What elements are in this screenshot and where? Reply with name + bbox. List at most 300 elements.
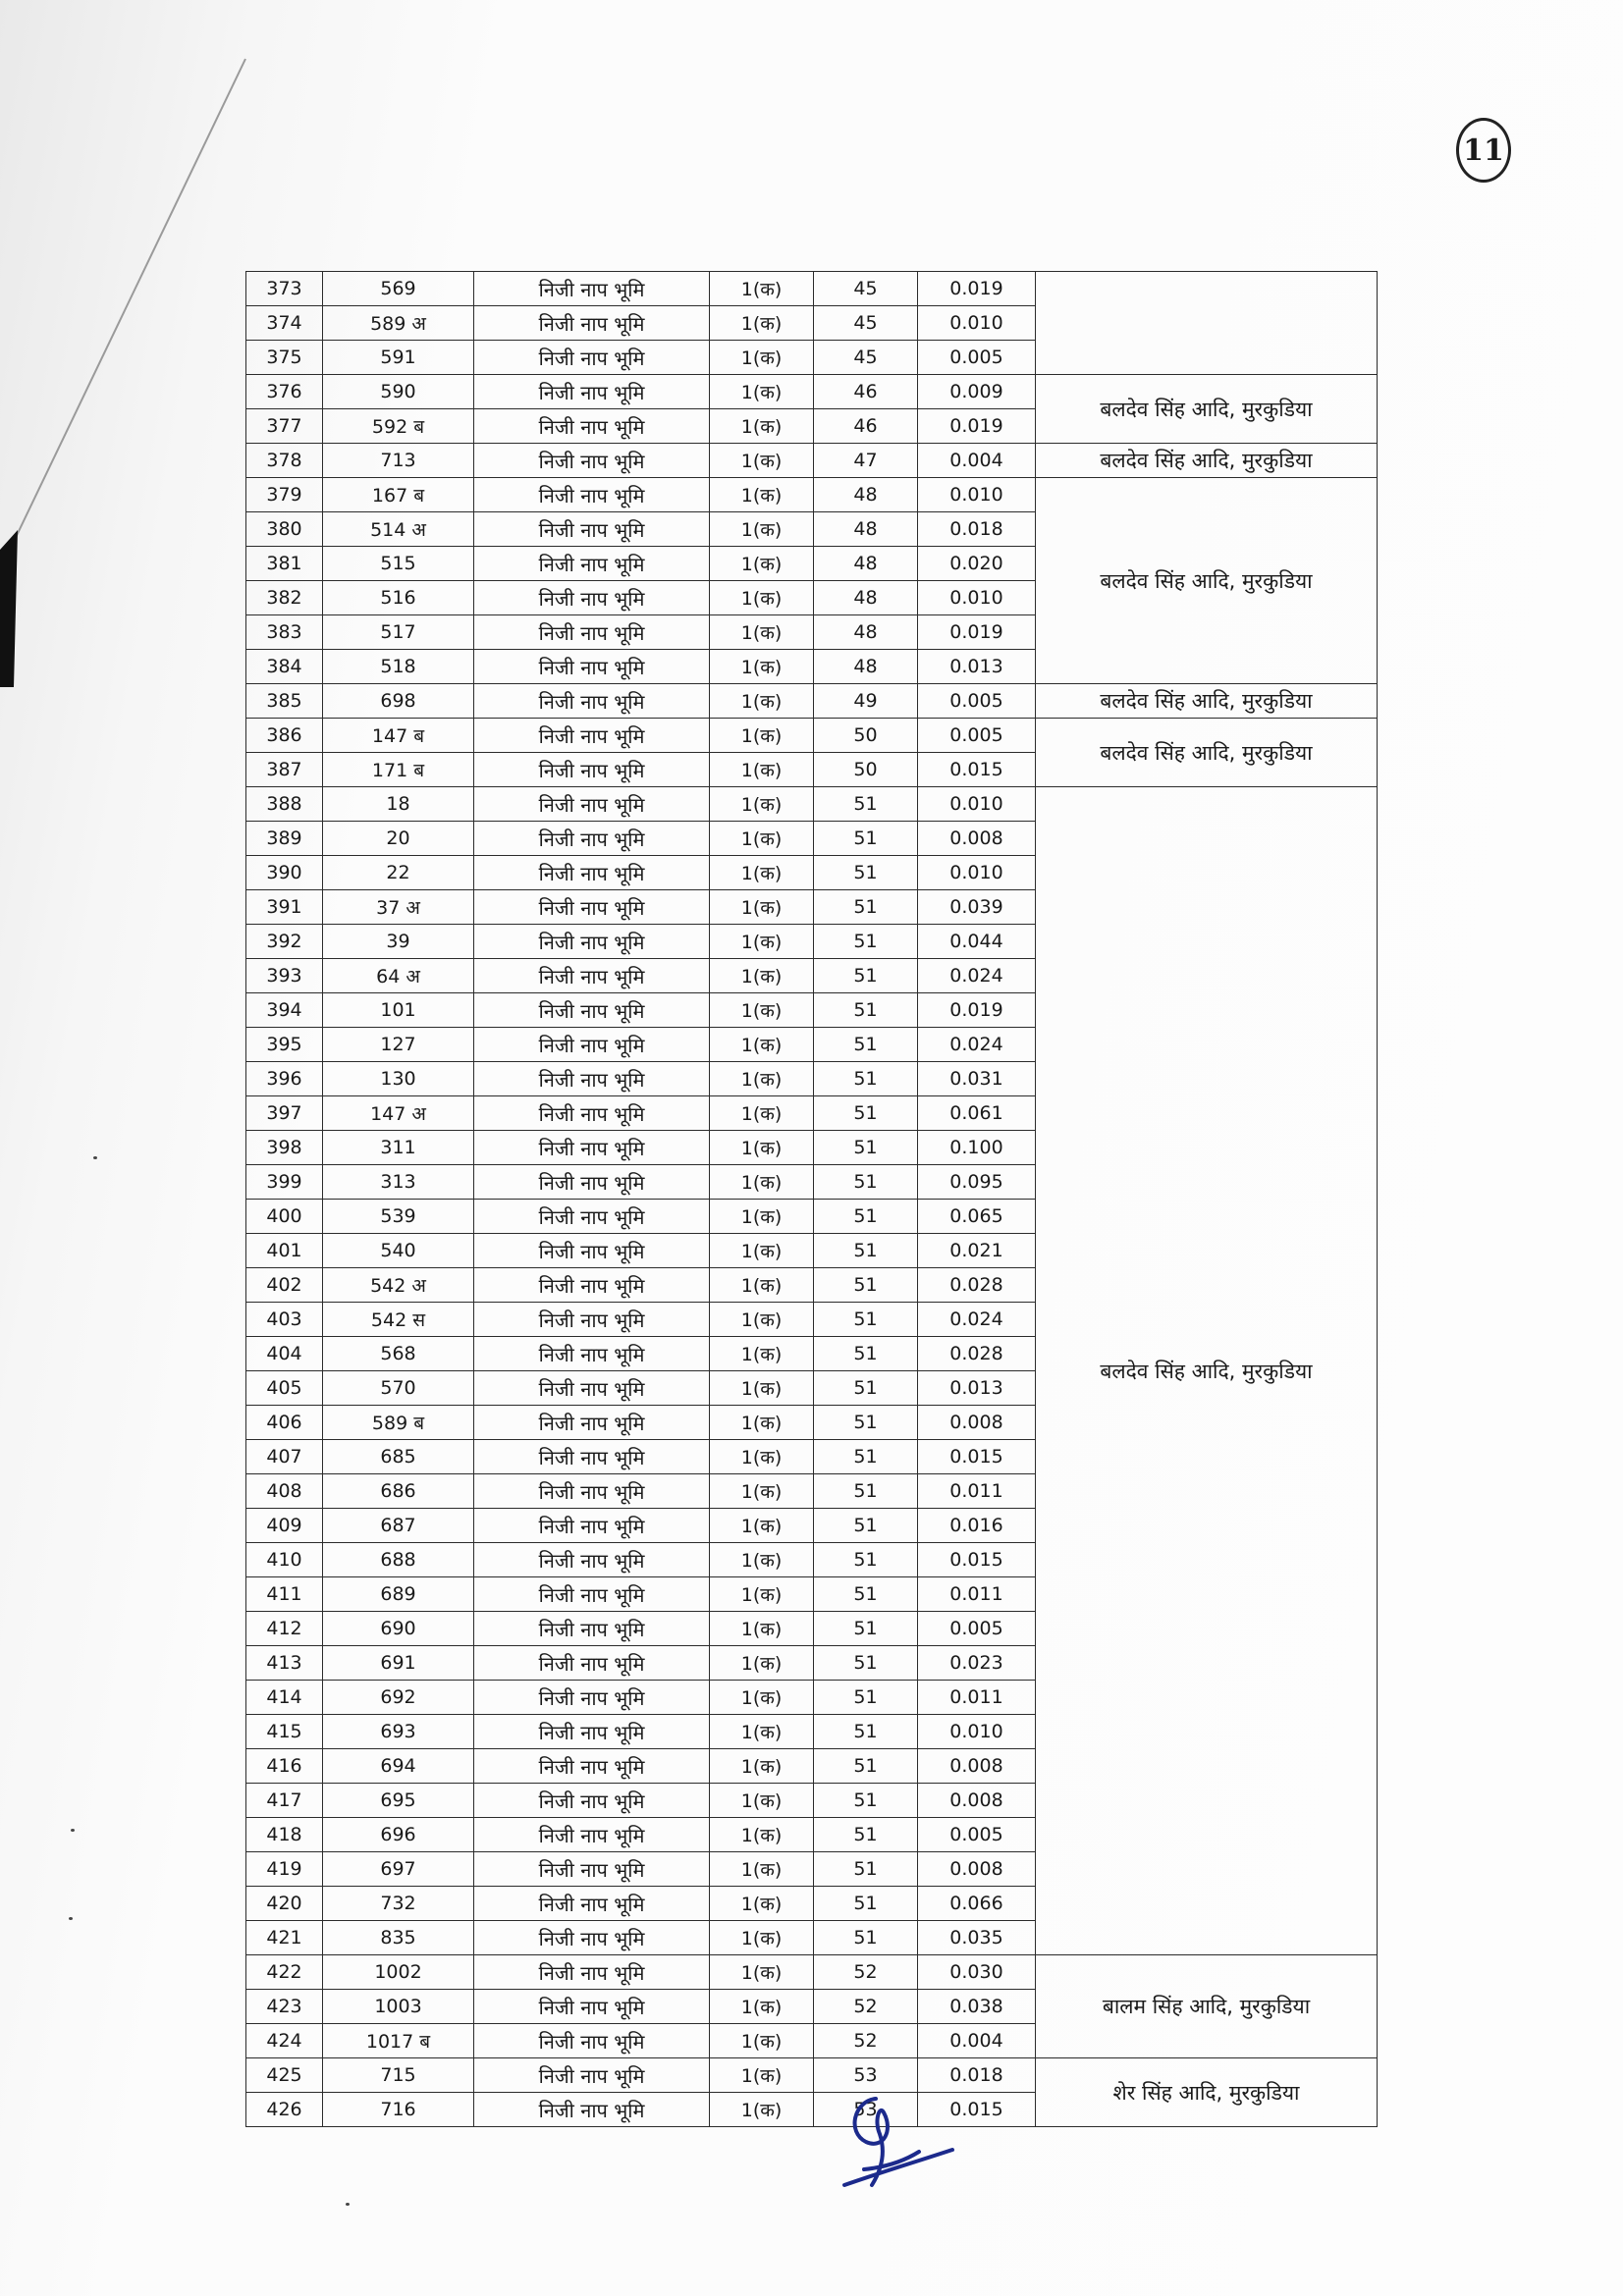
category-cell: 1(क) <box>710 1990 814 2024</box>
serial-number-cell: 398 <box>246 1131 323 1165</box>
land-type-cell: निजी नाप भूमि <box>474 890 710 925</box>
serial-number-cell: 378 <box>246 444 323 478</box>
category-cell: 1(क) <box>710 1509 814 1543</box>
land-type-cell: निजी नाप भूमि <box>474 822 710 856</box>
khata-number-cell: 51 <box>814 1406 918 1440</box>
land-type-cell: निजी नाप भूमि <box>474 1577 710 1612</box>
plot-number-cell: 589 अ <box>323 306 474 341</box>
serial-number-cell: 383 <box>246 615 323 650</box>
area-cell: 0.039 <box>918 890 1036 925</box>
land-type-cell: निजी नाप भूमि <box>474 1406 710 1440</box>
category-cell: 1(क) <box>710 959 814 993</box>
land-type-cell: निजी नाप भूमि <box>474 1165 710 1200</box>
plot-number-cell: 64 अ <box>323 959 474 993</box>
category-cell: 1(क) <box>710 925 814 959</box>
serial-number-cell: 390 <box>246 856 323 890</box>
plot-number-cell: 589 ब <box>323 1406 474 1440</box>
land-type-cell: निजी नाप भूमि <box>474 993 710 1028</box>
khata-number-cell: 51 <box>814 1921 918 1955</box>
serial-number-cell: 414 <box>246 1681 323 1715</box>
serial-number-cell: 381 <box>246 547 323 581</box>
category-cell: 1(क) <box>710 1887 814 1921</box>
owner-cell <box>1036 272 1378 375</box>
land-type-cell: निजी नाप भूमि <box>474 1646 710 1681</box>
area-cell: 0.005 <box>918 341 1036 375</box>
category-cell: 1(क) <box>710 856 814 890</box>
area-cell: 0.008 <box>918 1784 1036 1818</box>
category-cell: 1(क) <box>710 890 814 925</box>
plot-number-cell: 540 <box>323 1234 474 1268</box>
plot-number-cell: 542 अ <box>323 1268 474 1303</box>
category-cell: 1(क) <box>710 1646 814 1681</box>
scan-speck <box>71 1829 75 1832</box>
land-type-cell: निजी नाप भूमि <box>474 787 710 822</box>
table-row <box>246 1955 1378 1990</box>
area-cell: 0.020 <box>918 547 1036 581</box>
serial-number-cell: 406 <box>246 1406 323 1440</box>
area-cell: 0.008 <box>918 1852 1036 1887</box>
plot-number-cell: 514 अ <box>323 512 474 547</box>
serial-number-cell: 386 <box>246 719 323 753</box>
area-cell: 0.019 <box>918 272 1036 306</box>
area-cell: 0.061 <box>918 1096 1036 1131</box>
plot-number-cell: 688 <box>323 1543 474 1577</box>
land-type-cell: निजी नाप भूमि <box>474 1028 710 1062</box>
category-cell: 1(क) <box>710 409 814 444</box>
serial-number-cell: 407 <box>246 1440 323 1474</box>
plot-number-cell: 716 <box>323 2093 474 2127</box>
category-cell: 1(क) <box>710 1577 814 1612</box>
plot-number-cell: 697 <box>323 1852 474 1887</box>
land-type-cell: निजी नाप भूमि <box>474 719 710 753</box>
plot-number-cell: 147 ब <box>323 719 474 753</box>
area-cell: 0.005 <box>918 719 1036 753</box>
land-type-cell: निजी नाप भूमि <box>474 1612 710 1646</box>
land-type-cell: निजी नाप भूमि <box>474 1749 710 1784</box>
land-type-cell: निजी नाप भूमि <box>474 856 710 890</box>
plot-number-cell: 685 <box>323 1440 474 1474</box>
category-cell: 1(क) <box>710 1303 814 1337</box>
owner-cell: बलदेव सिंह आदि, मुरकुडिया <box>1036 787 1378 1955</box>
area-cell: 0.035 <box>918 1921 1036 1955</box>
khata-number-cell: 53 <box>814 2093 918 2127</box>
serial-number-cell: 374 <box>246 306 323 341</box>
serial-number-cell: 385 <box>246 684 323 719</box>
category-cell: 1(क) <box>710 2058 814 2093</box>
category-cell: 1(क) <box>710 753 814 787</box>
serial-number-cell: 421 <box>246 1921 323 1955</box>
serial-number-cell: 409 <box>246 1509 323 1543</box>
khata-number-cell: 51 <box>814 890 918 925</box>
khata-number-cell: 51 <box>814 1474 918 1509</box>
table-body <box>246 272 1378 2127</box>
category-cell: 1(क) <box>710 1474 814 1509</box>
land-type-cell: निजी नाप भूमि <box>474 444 710 478</box>
khata-number-cell: 48 <box>814 478 918 512</box>
serial-number-cell: 411 <box>246 1577 323 1612</box>
khata-number-cell: 51 <box>814 1337 918 1371</box>
khata-number-cell: 50 <box>814 753 918 787</box>
khata-number-cell: 50 <box>814 719 918 753</box>
scan-speck <box>93 1156 97 1159</box>
serial-number-cell: 408 <box>246 1474 323 1509</box>
serial-number-cell: 417 <box>246 1784 323 1818</box>
area-cell: 0.024 <box>918 959 1036 993</box>
plot-number-cell: 1002 <box>323 1955 474 1990</box>
khata-number-cell: 51 <box>814 1543 918 1577</box>
khata-number-cell: 51 <box>814 993 918 1028</box>
area-cell: 0.013 <box>918 1371 1036 1406</box>
khata-number-cell: 52 <box>814 2024 918 2058</box>
plot-number-cell: 20 <box>323 822 474 856</box>
area-cell: 0.010 <box>918 1715 1036 1749</box>
serial-number-cell: 419 <box>246 1852 323 1887</box>
plot-number-cell: 686 <box>323 1474 474 1509</box>
land-type-cell: निजी नाप भूमि <box>474 1062 710 1096</box>
land-type-cell: निजी नाप भूमि <box>474 959 710 993</box>
area-cell: 0.010 <box>918 306 1036 341</box>
plot-number-cell: 592 ब <box>323 409 474 444</box>
land-type-cell: निजी नाप भूमि <box>474 1955 710 1990</box>
owner-cell: बलदेव सिंह आदि, मुरकुडिया <box>1036 719 1378 787</box>
land-type-cell: निजी नाप भूमि <box>474 2058 710 2093</box>
owner-cell: बलदेव सिंह आदि, मुरकुडिया <box>1036 684 1378 719</box>
khata-number-cell: 51 <box>814 959 918 993</box>
plot-number-cell: 22 <box>323 856 474 890</box>
category-cell: 1(क) <box>710 684 814 719</box>
category-cell: 1(क) <box>710 1165 814 1200</box>
khata-number-cell: 48 <box>814 650 918 684</box>
table-row <box>246 684 1378 719</box>
serial-number-cell: 392 <box>246 925 323 959</box>
serial-number-cell: 401 <box>246 1234 323 1268</box>
area-cell: 0.010 <box>918 856 1036 890</box>
land-type-cell: निजी नाप भूमि <box>474 1337 710 1371</box>
khata-number-cell: 45 <box>814 306 918 341</box>
area-cell: 0.015 <box>918 753 1036 787</box>
plot-number-cell: 539 <box>323 1200 474 1234</box>
khata-number-cell: 51 <box>814 1371 918 1406</box>
plot-number-cell: 147 अ <box>323 1096 474 1131</box>
plot-number-cell: 696 <box>323 1818 474 1852</box>
category-cell: 1(क) <box>710 1749 814 1784</box>
area-cell: 0.004 <box>918 2024 1036 2058</box>
area-cell: 0.018 <box>918 2058 1036 2093</box>
serial-number-cell: 397 <box>246 1096 323 1131</box>
land-type-cell: निजी नाप भूमि <box>474 1921 710 1955</box>
khata-number-cell: 51 <box>814 925 918 959</box>
serial-number-cell: 399 <box>246 1165 323 1200</box>
plot-number-cell: 167 ब <box>323 478 474 512</box>
category-cell: 1(क) <box>710 822 814 856</box>
area-cell: 0.010 <box>918 787 1036 822</box>
khata-number-cell: 51 <box>814 787 918 822</box>
serial-number-cell: 376 <box>246 375 323 409</box>
area-cell: 0.066 <box>918 1887 1036 1921</box>
area-cell: 0.019 <box>918 409 1036 444</box>
land-type-cell: निजी नाप भूमि <box>474 1990 710 2024</box>
khata-number-cell: 51 <box>814 1646 918 1681</box>
area-cell: 0.004 <box>918 444 1036 478</box>
khata-number-cell: 51 <box>814 1612 918 1646</box>
plot-number-cell: 689 <box>323 1577 474 1612</box>
khata-number-cell: 51 <box>814 1234 918 1268</box>
land-type-cell: निजी नाप भूमि <box>474 684 710 719</box>
serial-number-cell: 377 <box>246 409 323 444</box>
area-cell: 0.008 <box>918 1406 1036 1440</box>
area-cell: 0.023 <box>918 1646 1036 1681</box>
serial-number-cell: 391 <box>246 890 323 925</box>
area-cell: 0.095 <box>918 1165 1036 1200</box>
khata-number-cell: 51 <box>814 1784 918 1818</box>
serial-number-cell: 373 <box>246 272 323 306</box>
plot-number-cell: 171 ब <box>323 753 474 787</box>
serial-number-cell: 413 <box>246 1646 323 1681</box>
serial-number-cell: 412 <box>246 1612 323 1646</box>
area-cell: 0.013 <box>918 650 1036 684</box>
serial-number-cell: 379 <box>246 478 323 512</box>
plot-number-cell: 693 <box>323 1715 474 1749</box>
table-row <box>246 272 1378 306</box>
plot-number-cell: 569 <box>323 272 474 306</box>
serial-number-cell: 382 <box>246 581 323 615</box>
land-type-cell: निजी नाप भूमि <box>474 2093 710 2127</box>
owner-cell: बलदेव सिंह आदि, मुरकुडिया <box>1036 444 1378 478</box>
category-cell: 1(क) <box>710 719 814 753</box>
table-row <box>246 375 1378 409</box>
khata-number-cell: 48 <box>814 512 918 547</box>
land-type-cell: निजी नाप भूमि <box>474 512 710 547</box>
plot-number-cell: 101 <box>323 993 474 1028</box>
plot-number-cell: 590 <box>323 375 474 409</box>
table-row <box>246 2058 1378 2093</box>
area-cell: 0.010 <box>918 478 1036 512</box>
land-type-cell: निजी नाप भूमि <box>474 341 710 375</box>
area-cell: 0.065 <box>918 1200 1036 1234</box>
plot-number-cell: 691 <box>323 1646 474 1681</box>
khata-number-cell: 48 <box>814 547 918 581</box>
area-cell: 0.009 <box>918 375 1036 409</box>
plot-number-cell: 1017 ब <box>323 2024 474 2058</box>
category-cell: 1(क) <box>710 1131 814 1165</box>
serial-number-cell: 396 <box>246 1062 323 1096</box>
category-cell: 1(क) <box>710 1543 814 1577</box>
khata-number-cell: 51 <box>814 822 918 856</box>
category-cell: 1(क) <box>710 1715 814 1749</box>
plot-number-cell: 130 <box>323 1062 474 1096</box>
category-cell: 1(क) <box>710 1406 814 1440</box>
khata-number-cell: 52 <box>814 1955 918 1990</box>
khata-number-cell: 45 <box>814 341 918 375</box>
plot-number-cell: 518 <box>323 650 474 684</box>
area-cell: 0.028 <box>918 1337 1036 1371</box>
plot-number-cell: 591 <box>323 341 474 375</box>
plot-number-cell: 687 <box>323 1509 474 1543</box>
plot-number-cell: 517 <box>323 615 474 650</box>
serial-number-cell: 404 <box>246 1337 323 1371</box>
area-cell: 0.008 <box>918 822 1036 856</box>
plot-number-cell: 695 <box>323 1784 474 1818</box>
plot-number-cell: 516 <box>323 581 474 615</box>
area-cell: 0.015 <box>918 1440 1036 1474</box>
serial-number-cell: 384 <box>246 650 323 684</box>
land-type-cell: निजी नाप भूमि <box>474 753 710 787</box>
serial-number-cell: 420 <box>246 1887 323 1921</box>
serial-number-cell: 426 <box>246 2093 323 2127</box>
plot-number-cell: 1003 <box>323 1990 474 2024</box>
khata-number-cell: 45 <box>814 272 918 306</box>
land-type-cell: निजी नाप भूमि <box>474 1096 710 1131</box>
area-cell: 0.028 <box>918 1268 1036 1303</box>
plot-number-cell: 542 स <box>323 1303 474 1337</box>
category-cell: 1(क) <box>710 787 814 822</box>
area-cell: 0.011 <box>918 1681 1036 1715</box>
plot-number-cell: 568 <box>323 1337 474 1371</box>
plot-number-cell: 39 <box>323 925 474 959</box>
land-type-cell: निजी नाप भूमि <box>474 1681 710 1715</box>
land-type-cell: निजी नाप भूमि <box>474 1543 710 1577</box>
land-type-cell: निजी नाप भूमि <box>474 306 710 341</box>
plot-number-cell: 690 <box>323 1612 474 1646</box>
area-cell: 0.024 <box>918 1028 1036 1062</box>
area-cell: 0.016 <box>918 1509 1036 1543</box>
khata-number-cell: 48 <box>814 615 918 650</box>
area-cell: 0.100 <box>918 1131 1036 1165</box>
plot-number-cell: 694 <box>323 1749 474 1784</box>
khata-number-cell: 51 <box>814 1096 918 1131</box>
land-type-cell: निजी नाप भूमि <box>474 1268 710 1303</box>
table-row <box>246 787 1378 822</box>
khata-number-cell: 46 <box>814 409 918 444</box>
category-cell: 1(क) <box>710 2024 814 2058</box>
category-cell: 1(क) <box>710 444 814 478</box>
plot-number-cell: 127 <box>323 1028 474 1062</box>
serial-number-cell: 410 <box>246 1543 323 1577</box>
category-cell: 1(क) <box>710 615 814 650</box>
plot-number-cell: 515 <box>323 547 474 581</box>
khata-number-cell: 51 <box>814 856 918 890</box>
land-type-cell: निजी नाप भूमि <box>474 1474 710 1509</box>
owner-cell: बलदेव सिंह आदि, मुरकुडिया <box>1036 375 1378 444</box>
category-cell: 1(क) <box>710 547 814 581</box>
owner-cell: बालम सिंह आदि, मुरकुडिया <box>1036 1955 1378 2058</box>
area-cell: 0.008 <box>918 1749 1036 1784</box>
land-type-cell: निजी नाप भूमि <box>474 1371 710 1406</box>
category-cell: 1(क) <box>710 1818 814 1852</box>
area-cell: 0.005 <box>918 1818 1036 1852</box>
land-type-cell: निजी नाप भूमि <box>474 1784 710 1818</box>
owner-cell: शेर सिंह आदि, मुरकुडिया <box>1036 2058 1378 2127</box>
serial-number-cell: 425 <box>246 2058 323 2093</box>
area-cell: 0.018 <box>918 512 1036 547</box>
serial-number-cell: 394 <box>246 993 323 1028</box>
category-cell: 1(क) <box>710 993 814 1028</box>
khata-number-cell: 52 <box>814 1990 918 2024</box>
plot-number-cell: 698 <box>323 684 474 719</box>
serial-number-cell: 416 <box>246 1749 323 1784</box>
land-type-cell: निजी नाप भूमि <box>474 409 710 444</box>
serial-number-cell: 402 <box>246 1268 323 1303</box>
serial-number-cell: 405 <box>246 1371 323 1406</box>
land-type-cell: निजी नाप भूमि <box>474 1200 710 1234</box>
land-type-cell: निजी नाप भूमि <box>474 650 710 684</box>
table-row <box>246 719 1378 753</box>
serial-number-cell: 418 <box>246 1818 323 1852</box>
land-type-cell: निजी नाप भूमि <box>474 1887 710 1921</box>
plot-number-cell: 835 <box>323 1921 474 1955</box>
serial-number-cell: 395 <box>246 1028 323 1062</box>
area-cell: 0.011 <box>918 1474 1036 1509</box>
khata-number-cell: 51 <box>814 1440 918 1474</box>
serial-number-cell: 375 <box>246 341 323 375</box>
category-cell: 1(क) <box>710 1612 814 1646</box>
category-cell: 1(क) <box>710 1268 814 1303</box>
land-type-cell: निजी नाप भूमि <box>474 615 710 650</box>
serial-number-cell: 424 <box>246 2024 323 2058</box>
serial-number-cell: 389 <box>246 822 323 856</box>
area-cell: 0.005 <box>918 1612 1036 1646</box>
category-cell: 1(क) <box>710 1096 814 1131</box>
category-cell: 1(क) <box>710 478 814 512</box>
land-records-table <box>245 271 1378 2127</box>
category-cell: 1(क) <box>710 1921 814 1955</box>
owner-cell: बलदेव सिंह आदि, मुरकुडिया <box>1036 478 1378 684</box>
land-type-cell: निजी नाप भूमि <box>474 1715 710 1749</box>
area-cell: 0.011 <box>918 1577 1036 1612</box>
category-cell: 1(क) <box>710 375 814 409</box>
area-cell: 0.044 <box>918 925 1036 959</box>
serial-number-cell: 403 <box>246 1303 323 1337</box>
khata-number-cell: 51 <box>814 1200 918 1234</box>
khata-number-cell: 51 <box>814 1303 918 1337</box>
area-cell: 0.030 <box>918 1955 1036 1990</box>
category-cell: 1(क) <box>710 1200 814 1234</box>
land-type-cell: निजी नाप भूमि <box>474 1131 710 1165</box>
khata-number-cell: 51 <box>814 1681 918 1715</box>
category-cell: 1(क) <box>710 581 814 615</box>
khata-number-cell: 51 <box>814 1749 918 1784</box>
plot-number-cell: 732 <box>323 1887 474 1921</box>
land-type-cell: निजी नाप भूमि <box>474 581 710 615</box>
khata-number-cell: 48 <box>814 581 918 615</box>
plot-number-cell: 313 <box>323 1165 474 1200</box>
table-row <box>246 444 1378 478</box>
area-cell: 0.015 <box>918 2093 1036 2127</box>
category-cell: 1(क) <box>710 1234 814 1268</box>
area-cell: 0.015 <box>918 1543 1036 1577</box>
category-cell: 1(क) <box>710 2093 814 2127</box>
plot-number-cell: 37 अ <box>323 890 474 925</box>
land-type-cell: निजी नाप भूमि <box>474 547 710 581</box>
table-row <box>246 478 1378 512</box>
serial-number-cell: 387 <box>246 753 323 787</box>
plot-number-cell: 18 <box>323 787 474 822</box>
land-type-cell: निजी नाप भूमि <box>474 1234 710 1268</box>
scan-speck <box>346 2203 350 2206</box>
land-type-cell: निजी नाप भूमि <box>474 478 710 512</box>
category-cell: 1(क) <box>710 341 814 375</box>
category-cell: 1(क) <box>710 1784 814 1818</box>
serial-number-cell: 393 <box>246 959 323 993</box>
serial-number-cell: 415 <box>246 1715 323 1749</box>
plot-number-cell: 713 <box>323 444 474 478</box>
category-cell: 1(क) <box>710 1955 814 1990</box>
khata-number-cell: 51 <box>814 1268 918 1303</box>
area-cell: 0.005 <box>918 684 1036 719</box>
category-cell: 1(क) <box>710 1028 814 1062</box>
khata-number-cell: 51 <box>814 1509 918 1543</box>
khata-number-cell: 51 <box>814 1131 918 1165</box>
